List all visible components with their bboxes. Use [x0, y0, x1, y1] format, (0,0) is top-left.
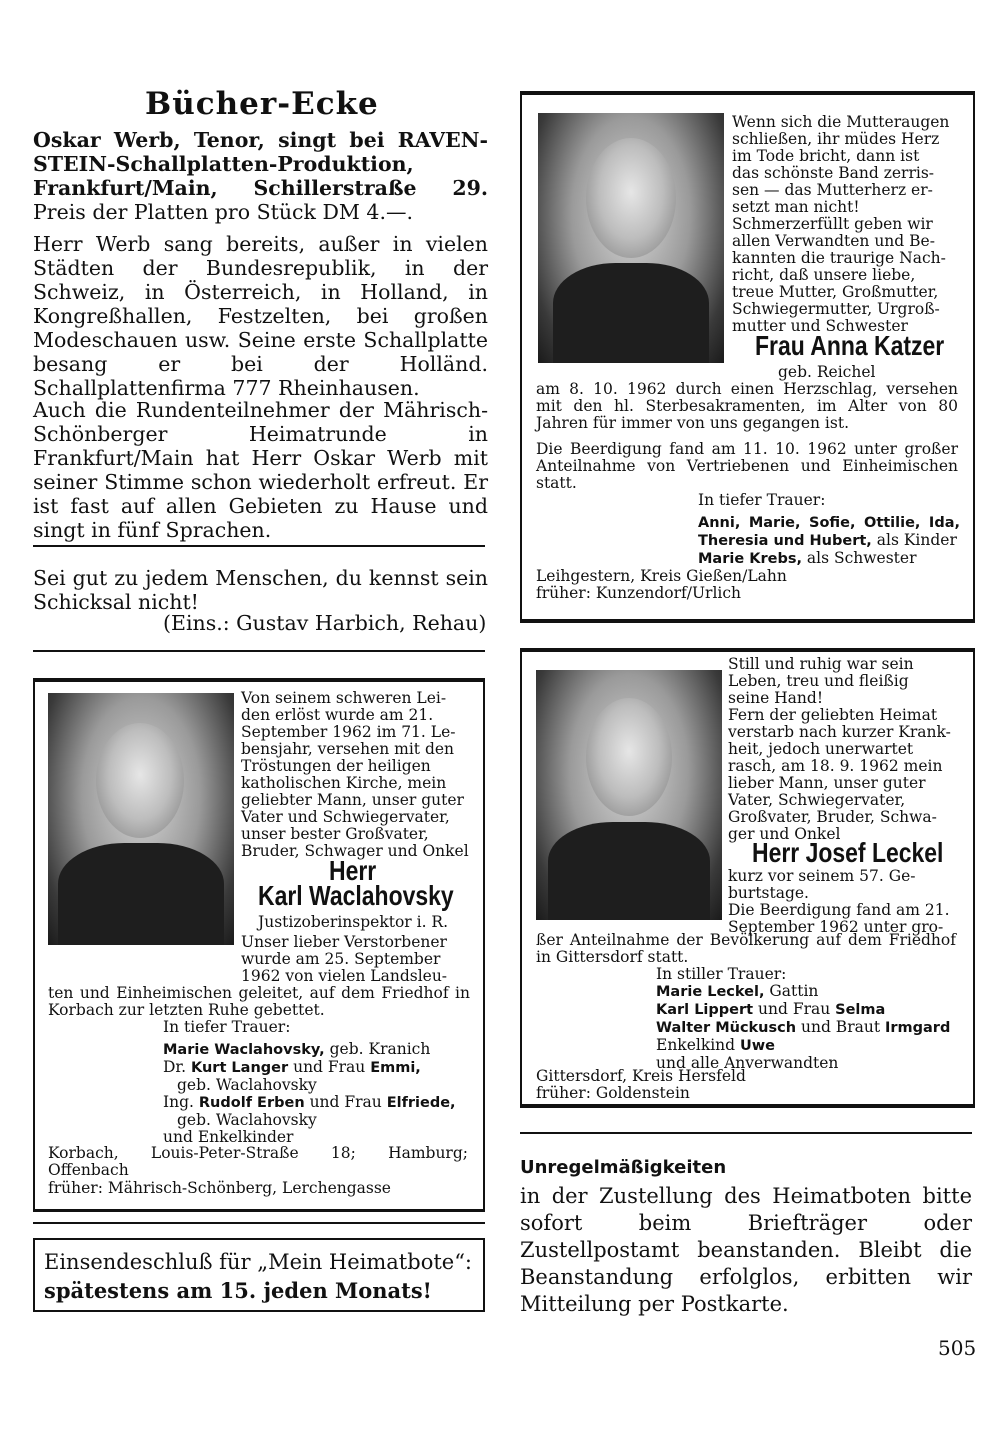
- quote-text: Sei gut zu jedem Menschen, du kennst sein Schicksal nicht!: [33, 566, 488, 614]
- deceased-name-katzer: Frau Anna Katzer: [755, 330, 945, 361]
- text-line: verstarb nach kurzer Krank-: [728, 723, 951, 741]
- text-line: Vater, Schwiegervater,: [728, 791, 906, 809]
- text-line: Von seinem schweren Lei-: [241, 689, 447, 707]
- waclahovsky-former: früher: Mährisch-Schönberg, Lerchengasse: [48, 1179, 391, 1197]
- katzer-children: [698, 514, 960, 568]
- books-section-title: Bücher-Ecke: [145, 86, 379, 122]
- mourner-relation: Enkelkind: [656, 1036, 741, 1054]
- leckel-mourning: In stiller Trauer:: [656, 965, 787, 983]
- portrait-face: [586, 138, 676, 258]
- mourner-name: Marie Waclahovsky,: [163, 1042, 325, 1058]
- mourner-relation: geb. Kranich: [324, 1040, 431, 1058]
- notice-frame-bottom: [520, 619, 975, 623]
- mourner-name: Marie Leckel,: [656, 984, 765, 1000]
- books-p1-bold: Oskar Werb, Tenor, singt bei RAVEN-STEIN-Schallplatten-Produktion, Frankfurt/Main, Schillerstraße 29.: [33, 128, 488, 200]
- text-line: Schmerzerfüllt geben wir: [732, 215, 933, 233]
- text-line: sen — das Mutterherz er-: [732, 181, 933, 199]
- mourner-name: Kurt Langer: [191, 1060, 289, 1076]
- mourner-relation: als Schwester: [806, 549, 917, 567]
- text-line: Tröstungen der heiligen: [241, 757, 431, 775]
- notice-frame-top: [520, 648, 975, 652]
- text-line: kurz vor seinem 57. Ge-: [728, 867, 916, 885]
- text-line: rasch, am 18. 9. 1962 mein: [728, 757, 943, 775]
- text-line: Vater und Schwiegervater,: [241, 808, 450, 826]
- notice-frame-bottom: [520, 1104, 975, 1108]
- mourner-name: Selma: [835, 1002, 886, 1018]
- mourner-title: Dr.: [163, 1058, 191, 1076]
- mourner-name: Irmgard: [884, 1020, 951, 1036]
- text-line: Die Beerdigung fand am 21.: [728, 901, 950, 919]
- mourner-relation: und Frau: [288, 1058, 371, 1076]
- waclahovsky-intro: [241, 690, 470, 860]
- portrait-clothing: [548, 822, 710, 920]
- text-line: bensjahr, versehen mit den: [241, 740, 455, 758]
- irregularities-title: Unregelmäßigkeiten: [520, 1157, 727, 1178]
- portrait-face: [586, 698, 672, 816]
- text-line: schließen, ihr müdes Herz: [732, 130, 940, 148]
- waclahovsky-place: Korbach, Louis-Peter-Straße 18; Hamburg; Offenbach: [48, 1144, 468, 1179]
- notice-frame-left: [520, 91, 522, 621]
- text-line: heit, jedoch unerwartet: [728, 740, 914, 758]
- text-line: geliebter Mann, unser guter: [241, 791, 464, 809]
- text-line: Leben, treu und fleißig: [728, 672, 909, 690]
- mourner-name: Elfriede,: [386, 1095, 456, 1111]
- leckel-funeral-rest: ßer Anteilnahme der Bevölkerung auf dem Friedhof in Gittersdorf statt.: [536, 931, 956, 966]
- notice-frame-bottom: [33, 1209, 485, 1212]
- notice-frame-left: [520, 648, 522, 1108]
- text-line: unser bester Großvater,: [241, 825, 429, 843]
- text-line: Fern der geliebten Heimat: [728, 706, 938, 724]
- portrait-photo-anna-katzer: [538, 113, 724, 363]
- text-line: burtstage.: [728, 884, 809, 902]
- irregularities-body: in der Zustellung des Heimatboten bitte sofort beim Briefträger oder Zustellpostamt beanstanden. Bleibt die Beanstandung erfolglos, erbitten wir Mitteilung per Postkarte.: [520, 1184, 972, 1316]
- deceased-name-leckel: Herr Josef Leckel: [752, 837, 944, 868]
- text-line: katholischen Kirche, mein: [241, 774, 447, 792]
- mourner-birth-name: geb. Waclahovsky: [177, 1111, 317, 1129]
- notice-frame-right: [483, 678, 485, 1212]
- mourner-name: Uwe: [740, 1038, 776, 1054]
- mourner-name: Emmi,: [370, 1060, 421, 1076]
- waclahovsky-title: Justizoberinspektor i. R.: [258, 913, 449, 931]
- katzer-died: am 8. 10. 1962 durch einen Herzschlag, versehen mit den hl. Sterbesakramenten, im Alter von 80 Jahren für immer von uns gegangen ist.: [536, 380, 958, 432]
- text-line: Großvater, Bruder, Schwa-: [728, 808, 937, 826]
- books-paragraph-1: [33, 128, 488, 224]
- portrait-face: [96, 723, 184, 838]
- books-paragraph-2: Herr Werb sang bereits, außer in vielen Städten der Bundesrepublik, in der Schweiz, in Österreich, in Holland, in Kongreßhallen, Festzelten, bei großen Modeschauen usw. Seine erste Schallplatte besang er bei der Holländ. Schallplattenfirma 777 Rheinhausen.: [33, 232, 488, 400]
- katzer-mourning: In tiefer Trauer:: [698, 491, 826, 509]
- mourner-relation: und alle Anverwandten: [656, 1054, 839, 1072]
- text-line: 1962 von vielen Landsleu-: [241, 967, 448, 985]
- leckel-former: früher: Goldenstein: [536, 1084, 690, 1102]
- notice-frame-right: [973, 91, 975, 621]
- divider: [33, 545, 485, 547]
- notice-frame-top: [33, 678, 485, 682]
- text-line: Bruder, Schwager und Onkel: [241, 842, 469, 860]
- mourner-names: Marie Krebs,: [698, 551, 802, 567]
- waclahovsky-mourners: [163, 1041, 473, 1146]
- leckel-place: Gittersdorf, Kreis Hersfeld: [536, 1067, 746, 1085]
- text-line: Still und ruhig war sein: [728, 655, 914, 673]
- katzer-intro: [732, 114, 958, 335]
- text-line: September 1962 unter gro-: [728, 918, 944, 936]
- text-line: lieber Mann, unser guter: [728, 774, 926, 792]
- leckel-after: [728, 868, 956, 936]
- katzer-place: Leihgestern, Kreis Gießen/Lahn: [536, 567, 787, 585]
- katzer-former: früher: Kunzendorf/Urlich: [536, 584, 742, 602]
- quote-source: (Eins.: Gustav Harbich, Rehau): [163, 611, 487, 635]
- mourner-relation: und Braut: [796, 1018, 885, 1036]
- mourner-name: Karl Lippert: [656, 1002, 754, 1018]
- leckel-intro: [728, 656, 956, 843]
- text-line: ger und Onkel: [728, 825, 841, 843]
- mourner-name: Walter Mückusch: [656, 1020, 797, 1036]
- text-line: wurde am 25. September: [241, 950, 441, 968]
- text-line: Unser lieber Verstorbener: [241, 933, 447, 951]
- mourner-relation: und Frau: [753, 1000, 836, 1018]
- mourner-title: Ing.: [163, 1093, 199, 1111]
- waclahovsky-mourning: In tiefer Trauer:: [163, 1018, 291, 1036]
- waclahovsky-burial-rest: ten und Einheimischen geleitet, auf dem Friedhof in Korbach zur letzten Ruhe gebettet.: [48, 984, 470, 1019]
- text-line: den erlöst wurde am 21.: [241, 706, 434, 724]
- mourner-relation: Gattin: [764, 982, 819, 1000]
- katzer-birth-name: geb. Reichel: [778, 363, 876, 381]
- text-line: treue Mutter, Großmutter,: [732, 283, 939, 301]
- text-line: Schwiegermutter, Urgroß-: [732, 300, 940, 318]
- text-line: Wenn sich die Mutteraugen: [732, 113, 950, 131]
- books-paragraph-3: Auch die Rundenteilnehmer der Mährisch-Schönberger Heimatrunde in Frankfurt/Main hat Herr Oskar Werb mit seiner Stimme schon wiederholt erfreut. Er ist fast auf allen Gebieten zu Hause und singt in fünf Sprachen.: [33, 398, 488, 542]
- text-line: allen Verwandten und Be-: [732, 232, 935, 250]
- portrait-clothing: [553, 263, 709, 363]
- deceased-herr: Herr: [329, 855, 377, 886]
- notice-frame-top: [520, 91, 975, 95]
- portrait-photo-karl-waclahovsky: [48, 693, 234, 945]
- notice-frame-right: [973, 648, 975, 1108]
- mourner-names: Anni, Marie, Sofie, Ottilie, Ida, Theresia und Hubert,: [698, 515, 960, 549]
- deceased-name-waclahovsky: Karl Waclahovsky: [258, 880, 454, 911]
- notice-frame-left: [33, 678, 35, 1212]
- divider: [520, 1132, 972, 1134]
- mourner-relation: und Frau: [304, 1093, 387, 1111]
- text-line: mutter und Schwester: [732, 317, 908, 335]
- portrait-photo-josef-leckel: [536, 670, 722, 920]
- mourner-name: Rudolf Erben: [198, 1095, 305, 1111]
- mourner-relation: als Kinder: [876, 531, 957, 549]
- portrait-clothing: [58, 843, 224, 945]
- text-line: das schönste Band zerris-: [732, 164, 935, 182]
- text-line: kannten die traurige Nach-: [732, 249, 946, 267]
- waclahovsky-burial-start: [241, 934, 470, 985]
- page-number: 505: [938, 1336, 977, 1360]
- text-line: seine Hand!: [728, 689, 824, 707]
- text-line: September 1962 im 71. Le-: [241, 723, 456, 741]
- text-line: setzt man nicht!: [732, 198, 860, 216]
- text-line: richt, daß unsere liebe,: [732, 266, 916, 284]
- mourner-birth-name: geb. Waclahovsky: [177, 1076, 317, 1094]
- mourner-relation: und Enkelkinder: [163, 1128, 294, 1146]
- deadline-line-1: Einsendeschluß für „Mein Heimatbote“:: [44, 1250, 473, 1274]
- leckel-mourners: [656, 983, 966, 1072]
- divider: [33, 650, 485, 652]
- text-line: im Tode bricht, dann ist: [732, 147, 920, 165]
- katzer-funeral: Die Beerdigung fand am 11. 10. 1962 unter großer Anteilnahme von Vertriebenen und Einheimischen statt.: [536, 440, 958, 492]
- books-p1-rest: Preis der Platten pro Stück DM 4.—.: [33, 200, 413, 224]
- deadline-line-2: spätestens am 15. jeden Monats!: [44, 1278, 432, 1303]
- divider: [33, 1222, 485, 1224]
